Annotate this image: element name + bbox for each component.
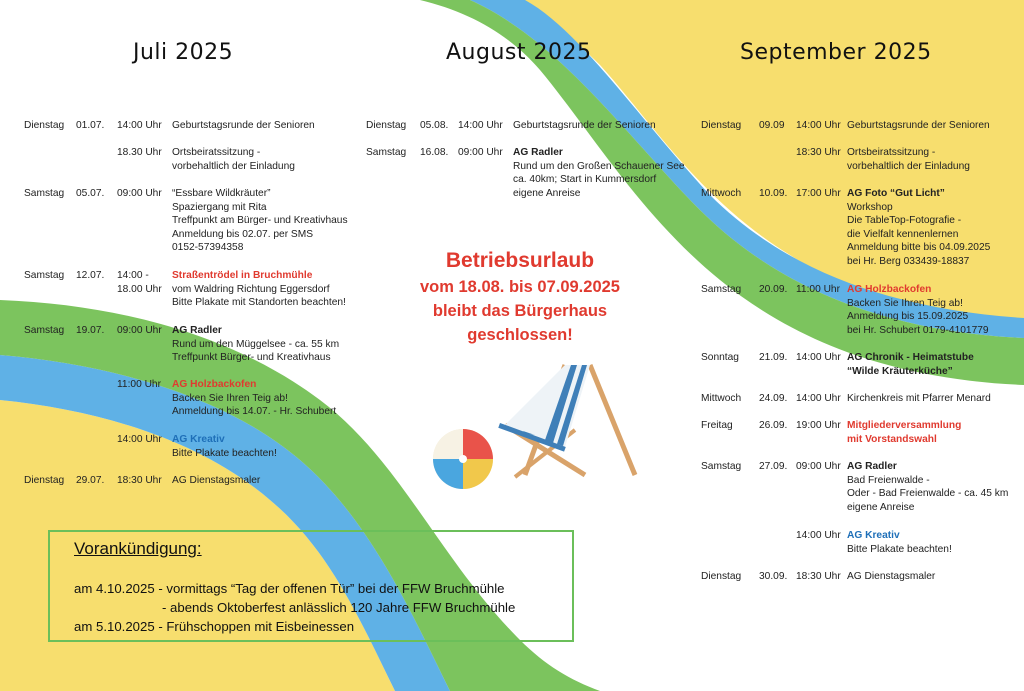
event-description <box>847 419 961 446</box>
event-date: 21.09. <box>759 352 788 363</box>
event-title: Geburtstagsrunde der Senioren <box>847 120 990 131</box>
event-detail: Anmeldung bis 15.09.2025 <box>847 311 969 323</box>
event-date: 05.07. <box>76 188 105 199</box>
event-day: Samstag <box>366 147 407 158</box>
event-time: 09:00 Uhr <box>458 147 503 158</box>
event-detail: Bad Freienwalde - <box>847 474 930 486</box>
month-heading-july: Juli 2025 <box>133 40 234 65</box>
closure-dates: vom 18.08. bis 07.09.2025 <box>420 278 620 296</box>
event-date: 26.09. <box>759 420 788 431</box>
event-description <box>172 324 339 365</box>
event-detail: Rund um den Großen Schauener See <box>513 160 685 172</box>
event-day: Dienstag <box>366 120 407 131</box>
event-title: AG Chronik - Heimatstube <box>847 352 974 363</box>
event-time: 14:00 Uhr <box>117 434 162 445</box>
event-title: AG Radler <box>513 147 563 158</box>
event-description <box>847 283 989 337</box>
event-date: 27.09. <box>759 461 788 472</box>
event-detail: Workshop <box>847 201 893 213</box>
event-detail: Die TableTop-Fotografie - <box>847 215 962 227</box>
event-time: 14:00 Uhr <box>796 530 841 541</box>
event-detail: Anmeldung bis 02.07. per SMS <box>172 228 314 240</box>
event-day: Dienstag <box>701 120 742 131</box>
event-date: 30.09. <box>759 571 788 582</box>
announcement-title: Vorankündigung: <box>74 539 202 558</box>
event-title: AG Dienstagsmaler <box>847 571 936 582</box>
event-detail: Anmeldung bitte bis 04.09.2025 <box>847 242 991 254</box>
event-detail: Anmeldung bis 14.07. - Hr. Schubert <box>172 406 337 418</box>
event-time: 14:00 - <box>117 270 149 281</box>
closure-notice <box>400 247 640 347</box>
month-heading-august: August 2025 <box>446 40 592 65</box>
event-description <box>172 433 277 460</box>
event-detail: Spaziergang mit Rita <box>172 201 267 213</box>
event-date: 10.09. <box>759 188 788 199</box>
event-title: AG Radler <box>847 461 897 472</box>
month-heading-september: September 2025 <box>740 40 932 65</box>
event-date: 24.09. <box>759 393 788 404</box>
event-time: 11:00 Uhr <box>796 284 840 295</box>
event-detail: mit Vorstandswahl <box>847 433 937 445</box>
event-title: Kirchenkreis mit Pfarrer Menard <box>847 393 991 404</box>
event-detail: die Vielfalt kennenlernen <box>847 228 959 240</box>
event-title: Ortsbeiratssitzung - <box>172 147 261 158</box>
announcement-line-1: am 4.10.2025 - vormittags “Tag der offenen Tür” bei der FFW Bruchmühle <box>74 581 505 596</box>
event-detail: Bitte Plakate beachten! <box>172 447 277 459</box>
event-detail: Backen Sie Ihren Teig ab! <box>847 297 963 309</box>
event-date: 05.08. <box>420 120 449 131</box>
event-description <box>847 529 952 556</box>
event-title: Ortsbeiratssitzung - <box>847 147 936 158</box>
event-day: Dienstag <box>24 475 65 486</box>
event-detail: vorbehaltlich der Einladung <box>847 160 970 172</box>
event-time: 14:00 Uhr <box>796 352 841 363</box>
event-day: Samstag <box>701 284 742 295</box>
event-time: 09:00 Uhr <box>117 325 162 336</box>
event-detail: Backen Sie Ihren Teig ab! <box>172 392 288 404</box>
event-title: Mitgliederversammlung <box>847 420 962 431</box>
event-day: Mittwoch <box>701 393 742 404</box>
event-time: 14:00 Uhr <box>458 120 503 131</box>
event-detail: Oder - Bad Freienwalde - ca. 45 km <box>847 488 1009 500</box>
event-detail: eigene Anreise <box>847 501 915 513</box>
event-time: 14:00 Uhr <box>796 120 841 131</box>
event-description <box>847 570 935 584</box>
event-detail: ca. 40km; Start in Kummersdorf <box>513 174 657 186</box>
event-time: 19:00 Uhr <box>796 420 841 431</box>
event-title: AG Kreativ <box>847 530 900 541</box>
beach-illustration <box>425 355 655 495</box>
event-day: Samstag <box>24 188 65 199</box>
event-time: 18.30 Uhr <box>117 147 162 158</box>
event-title: Geburtstagsrunde der Senioren <box>172 120 315 131</box>
event-description <box>172 146 295 173</box>
event-detail: 0152-57394358 <box>172 242 244 254</box>
announcement-line-2: - abends Oktoberfest anlässlich 120 Jahre FFW Bruchmühle <box>162 600 516 615</box>
announcement-line-3: am 5.10.2025 - Frühschoppen mit Eisbeinessen <box>74 619 355 634</box>
event-description <box>847 392 991 406</box>
event-day: Dienstag <box>24 120 65 131</box>
event-day: Sonntag <box>701 352 739 363</box>
event-date: 16.08. <box>420 147 449 158</box>
event-description <box>847 119 990 133</box>
event-detail: Bitte Plakate beachten! <box>847 543 952 555</box>
event-description <box>172 187 348 255</box>
event-detail: bei Hr. Schubert 0179-4101779 <box>847 324 989 336</box>
event-time: 09:00 Uhr <box>117 188 162 199</box>
event-detail: vorbehaltlich der Einladung <box>172 160 295 172</box>
event-title: AG Radler <box>172 325 222 336</box>
event-time-end: 18.00 Uhr <box>117 283 162 295</box>
event-day: Samstag <box>24 270 65 281</box>
event-title: AG Holzbackofen <box>847 284 932 295</box>
deck-chair-icon <box>498 365 635 477</box>
event-description <box>172 378 336 419</box>
event-date: 29.07. <box>76 475 105 486</box>
event-time: 11:00 Uhr <box>117 379 161 390</box>
event-detail: Bitte Plakate mit Standorten beachten! <box>172 297 346 309</box>
event-day: Freitag <box>701 420 733 431</box>
event-date: 19.07. <box>76 325 105 336</box>
closure-text-2: geschlossen! <box>467 326 573 344</box>
event-title: AG Foto “Gut Licht” <box>847 188 945 199</box>
event-time: 09:00 Uhr <box>796 461 841 472</box>
event-detail: “Wilde Kräuterküche” <box>847 365 953 377</box>
event-title: Geburtstagsrunde der Senioren <box>513 120 656 131</box>
event-description <box>847 460 1008 514</box>
event-time: 18:30 Uhr <box>796 147 841 158</box>
event-date: 20.09. <box>759 284 788 295</box>
closure-title: Betriebsurlaub <box>445 249 595 272</box>
event-description <box>172 269 346 310</box>
event-description <box>513 146 685 200</box>
event-time: 14:00 Uhr <box>117 120 162 131</box>
announcement-box <box>48 530 574 642</box>
beach-ball-icon <box>433 429 493 489</box>
event-day: Dienstag <box>701 571 742 582</box>
event-description <box>847 187 990 269</box>
event-time: 18:30 Uhr <box>117 475 162 486</box>
event-description <box>172 474 260 488</box>
event-description <box>847 351 974 378</box>
event-description <box>172 119 315 133</box>
event-description <box>513 119 656 133</box>
event-title: AG Holzbackofen <box>172 379 257 390</box>
event-detail: Treffpunkt Bürger- und Kreativhaus <box>172 352 331 364</box>
event-time: 17:00 Uhr <box>796 188 841 199</box>
event-title: Straßentrödel in Bruchmühle <box>172 270 313 281</box>
event-date: 12.07. <box>76 270 105 281</box>
event-time: 18:30 Uhr <box>796 571 841 582</box>
event-detail: vom Waldring Richtung Eggersdorf <box>172 283 330 295</box>
event-date: 01.07. <box>76 120 105 131</box>
event-title: AG Kreativ <box>172 434 225 445</box>
event-detail: Treffpunkt am Bürger- und Kreativhaus <box>172 215 348 227</box>
event-description <box>847 146 970 173</box>
event-day: Samstag <box>24 325 65 336</box>
event-date: 09.09 <box>759 120 785 131</box>
event-time: 14:00 Uhr <box>796 393 841 404</box>
event-title: “Essbare Wildkräuter” <box>172 188 271 199</box>
event-detail: bei Hr. Berg 033439-18837 <box>847 255 970 267</box>
event-detail: Rund um den Müggelsee - ca. 55 km <box>172 338 340 350</box>
closure-text: bleibt das Bürgerhaus <box>432 302 608 320</box>
event-detail: eigene Anreise <box>513 187 581 199</box>
event-day: Samstag <box>701 461 742 472</box>
event-day: Mittwoch <box>701 188 742 199</box>
event-title: AG Dienstagsmaler <box>172 475 261 486</box>
